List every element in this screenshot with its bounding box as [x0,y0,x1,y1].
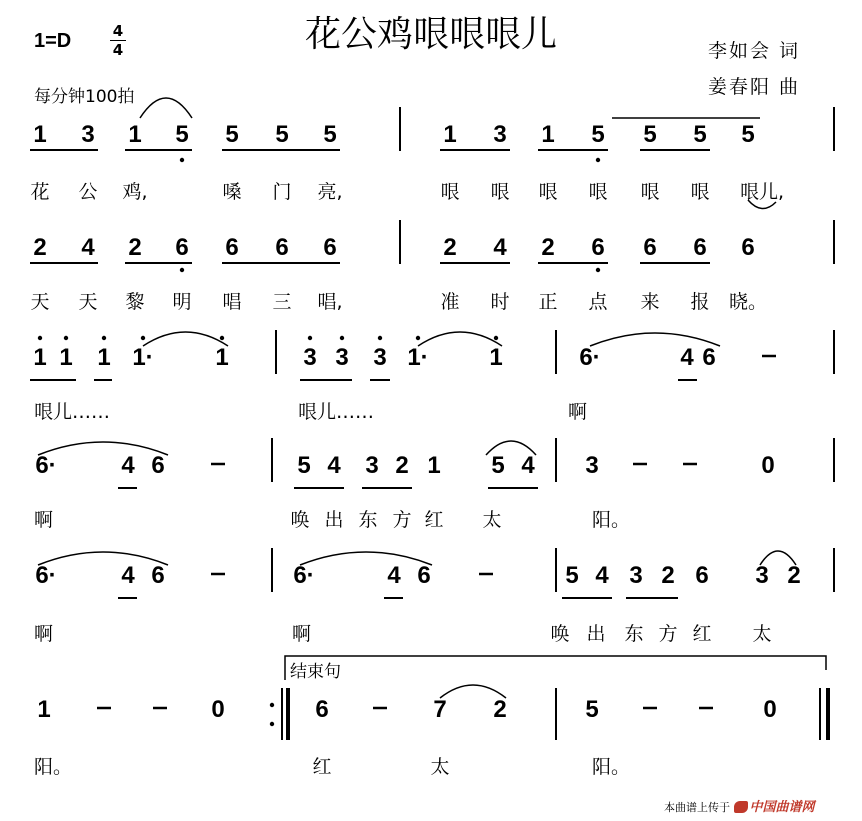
high-octave-dot [340,336,344,340]
tempo-marking: 每分钟100拍 [34,87,135,107]
note-digit: 6 [702,344,716,371]
note-digit: 4 [121,562,135,589]
lyric-syllable: 时 [490,291,510,313]
note-digit: 1 [443,121,457,148]
coda-bracket [285,656,826,680]
lyricist-credit: 李如会 词 [708,40,801,62]
note-digit: 5 [741,121,755,148]
lyric-syllable: 点 [588,291,608,313]
coda-label: 结束句 [290,662,341,681]
note-digit: 2 [33,234,47,261]
lyric-syllable: 哏儿, [739,181,785,203]
lyric-syllable: 啊 [292,623,312,645]
note-digit: 6 [741,234,755,261]
note-digit: 6 [275,234,289,261]
note-digit: 6· [35,452,57,479]
lyric-syllable: 天 [78,291,98,313]
note-digit: 1 [37,696,51,723]
note-digit: 6 [151,452,165,479]
note-digit: 3 [585,452,599,479]
lyric-syllable: 唤 [290,509,310,531]
octave-dot [596,268,600,272]
note-digit: 5 [225,121,239,148]
note-digit: 2 [128,234,142,261]
high-octave-dot [220,336,224,340]
lyric-syllable: 唱 [222,291,242,313]
high-octave-dot [416,336,420,340]
note-digit: 1 [97,344,111,371]
time-signature-bottom: 4 [112,41,124,59]
octave-dot [180,268,184,272]
repeat-dot [270,722,274,726]
lyric-syllable: 天 [30,291,50,313]
lyric-syllable: 来 [640,291,660,313]
note-digit: 4 [327,452,341,479]
octave-dot [180,158,184,162]
note-digit: 5 [643,121,657,148]
note-digit: 3 [493,121,507,148]
note-digit: 3 [755,562,769,589]
note-digit: 1 [33,121,47,148]
lyric-syllable: 哏 [690,181,710,203]
lyric-syllable: 方 [392,509,412,531]
note-digit: 5 [585,696,599,723]
note-digit: 3 [365,452,379,479]
key-signature: 1=D [34,30,72,52]
note-digit: 2 [395,452,409,479]
note-digit: 3 [303,344,317,371]
note-digit: 4 [81,234,95,261]
lyric-syllable: 太 [482,509,502,531]
note-digit: 5 [323,121,337,148]
high-octave-dot [141,336,145,340]
note-digit: 6 [315,696,329,723]
note-digit: 6 [695,562,709,589]
note-digit: 2 [443,234,457,261]
note-digit: 1· [132,344,154,371]
note-digit: 2 [787,562,801,589]
slur [300,552,432,565]
note-digit: 6 [417,562,431,589]
high-octave-dot [308,336,312,340]
lyric-syllable: 哏 [538,181,558,203]
lyric-syllable: 哏儿…… [34,401,111,423]
note-digit: 2 [541,234,555,261]
lyric-syllable: 门 [272,181,292,203]
note-digit: 5 [491,452,505,479]
lyric-syllable: 哏儿…… [298,401,375,423]
note-digit: 0 [761,452,775,479]
lyric-syllable: 啊 [568,401,588,423]
slur [590,333,720,346]
note-digit: 3 [81,121,95,148]
high-octave-dot [378,336,382,340]
note-digit: 5 [275,121,289,148]
high-octave-dot [494,336,498,340]
lyric-syllable: 东 [358,509,378,531]
note-digit: 1· [407,344,429,371]
note-digit: 6 [225,234,239,261]
slur [38,442,168,455]
lyric-syllable: 哏 [640,181,660,203]
lyric-syllable: 亮, [317,181,343,203]
time-signature-top: 4 [112,22,124,40]
note-digit: 2 [661,562,675,589]
note-digit: 5 [693,121,707,148]
note-digit: 6 [323,234,337,261]
lyric-syllable: 啊 [34,509,54,531]
note-digit: 3 [373,344,387,371]
note-digit: 1 [541,121,555,148]
note-digit: 4 [595,562,609,589]
lyric-syllable: 阳。 [592,509,631,531]
high-octave-dot [38,336,42,340]
note-digit: 6 [643,234,657,261]
note-digit: 5 [175,121,189,148]
note-digit: 5 [297,452,311,479]
lyric-syllable: 晓。 [728,291,768,313]
lyric-syllable: 正 [538,291,558,313]
slur [38,552,168,565]
note-digit: 1 [59,344,73,371]
lyric-syllable: 哏 [588,181,608,203]
note-digit: 1 [489,344,503,371]
repeat-dot [270,703,274,707]
note-digit: 2 [493,696,507,723]
lyric-syllable: 唤 [550,623,570,645]
lyric-syllable: 太 [430,756,450,778]
note-digit: 5 [591,121,605,148]
lyric-syllable: 明 [172,291,192,313]
lyric-syllable: 阳。 [34,756,73,778]
lyric-syllable: 东 [624,623,644,645]
note-digit: 1 [33,344,47,371]
note-digit: 6 [151,562,165,589]
note-digit: 6 [591,234,605,261]
note-digit: 3 [629,562,643,589]
note-digit: 0 [211,696,225,723]
note-digit: 4 [493,234,507,261]
note-digit: 1 [215,344,229,371]
note-digit: 4 [521,452,535,479]
song-title: 花公鸡哏哏哏儿 [304,14,557,55]
note-digit: 6· [35,562,57,589]
lyric-syllable: 啊 [34,623,54,645]
note-digit: 1 [128,121,142,148]
high-octave-dot [102,336,106,340]
lyric-syllable: 红 [312,756,332,778]
note-digit: 1 [427,452,441,479]
lyric-syllable: 阳。 [592,756,631,778]
lyric-syllable: 出 [586,623,606,645]
note-digit: 5 [565,562,579,589]
lyric-syllable: 出 [324,509,344,531]
lyric-syllable: 黎 [125,291,145,313]
lyric-syllable: 报 [690,291,710,313]
lyric-syllable: 红 [692,623,712,645]
footer-site-link[interactable]: 中国曲谱网 [749,800,815,815]
lyric-syllable: 三 [272,291,292,313]
lyric-syllable: 方 [658,623,678,645]
note-digit: 0 [763,696,777,723]
note-digit: 4 [680,344,694,371]
note-digit: 6· [293,562,315,589]
lyric-syllable: 鸡, [122,181,148,203]
note-digit: 6 [175,234,189,261]
lyric-syllable: 公 [78,181,98,203]
octave-dot [596,158,600,162]
note-digit: 4 [387,562,401,589]
lyric-syllable: 哏 [440,181,460,203]
footer-prefix: 本曲谱上传于 [664,801,730,814]
lyric-syllable: 花 [30,181,50,203]
lyric-syllable: 准 [440,291,460,313]
high-octave-dot [64,336,68,340]
note-digit: 7 [433,696,447,723]
lyric-syllable: 唱, [317,291,343,313]
slur [140,98,192,118]
lyric-syllable: 红 [424,509,444,531]
composer-credit: 姜春阳 曲 [708,76,801,98]
lyric-syllable: 太 [752,623,772,645]
note-digit: 6 [693,234,707,261]
lyric-syllable: 哏 [490,181,510,203]
note-digit: 4 [121,452,135,479]
note-digit: 3 [335,344,349,371]
lyric-syllable: 嗓 [222,181,242,203]
note-digit: 6· [579,344,601,371]
